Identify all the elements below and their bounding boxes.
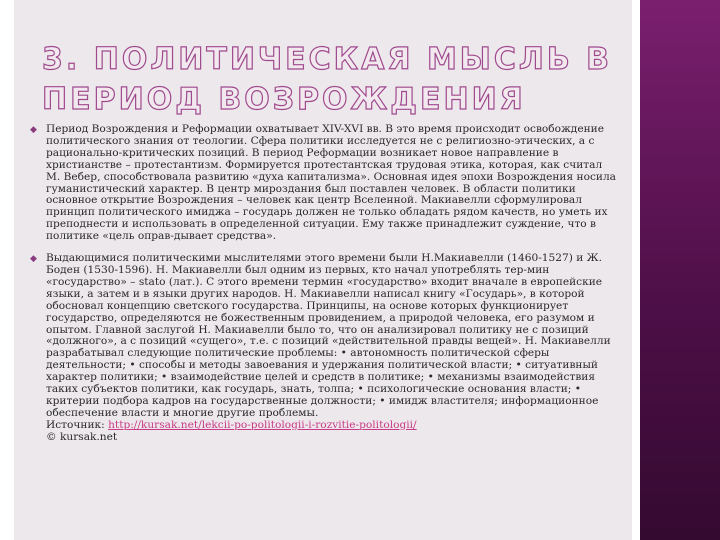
slide-body bbox=[30, 124, 616, 454]
left-border bbox=[0, 0, 14, 540]
copyright-text: © kursak.net bbox=[46, 430, 118, 443]
paragraph-thinkers bbox=[30, 253, 616, 444]
slide-title: 3. ПОЛИТИЧЕСКАЯ МЫСЛЬ В ПЕРИОД ВОЗРОЖДЕНИЯ bbox=[42, 42, 613, 117]
bullet-icon: ◆ bbox=[30, 254, 37, 265]
right-band-edge bbox=[632, 0, 640, 540]
source-link[interactable]: http://kursak.net/lekcii-po-politologii-i-rozvitie-politologii/ bbox=[108, 418, 417, 431]
paragraph-renaissance bbox=[30, 124, 616, 243]
bullet-icon: ◆ bbox=[30, 125, 37, 135]
right-decorative-band bbox=[640, 0, 720, 540]
paragraph-text: Период Возрождения и Реформации охватывает XIV-XVI вв. В это время происходит освобождение политического знания от теологии. Сфера политики исследуется не с религиозно-этических, а с рационально-критических позиций. В период Реформации возникает новое направление в христианстве – протестантизм. Формируется протестантская трудовая этика, которая, как считал М. Вебер, способствовала развитию «духа капитализма». Основная идея эпохи Возрождения носила гуманистический характер. В центр мироздания был поставлен человек. В области политики основное открытие Возрождения – человек как центр Вселенной. Макиавелли сформулировал принцип политического имиджа – государь должен не только обладать рядом качеств, но уметь их преподнести и использовать в определенной ситуации. Ему также принадлежит суждение, что в политике «цель оправ-дывает средства». bbox=[46, 123, 616, 243]
source-label: Источник: bbox=[46, 418, 105, 431]
paragraph-text: Выдающимися политическими мыслителями этого времени были Н.Макиавелли (1460-1527) и Ж. Боден (1530-1596). Н. Макиавелли был одним из первых, кто начал употреблять тер-мин «государство» – stato (лат.). С этого времени термин «государство» входит вначале в европейские языки, а затем и в языки других народов. Н. Макиавелли написал книгу «Государь», в которой обосновал концепцию светского государства. Принципы, на основе которых функционирует государство, определяются не божественным провидением, а природой человека, его разумом и опытом. Главной заслугой Н. Макиавелли было то, что он анализировал политику не с позиций «должного», а с позиций «сущего», т.е. с позиций «действительной правды вещей». Н. Макиавелли разрабатывал следующие политические проблемы: • автономность политической сферы деятельности; • способы и методы завоевания и удержания политической власти; • ситуативный характер политики; • взаимодействие целей и средств в политике; • механизмы взаимодействия таких субъектов политики, как государь, знать, толпа; • психологические основания власти; • критерии подбора кадров на государственные должности; • имидж властителя; информационное обеспечение власти и многие другие проблемы. bbox=[46, 252, 611, 419]
